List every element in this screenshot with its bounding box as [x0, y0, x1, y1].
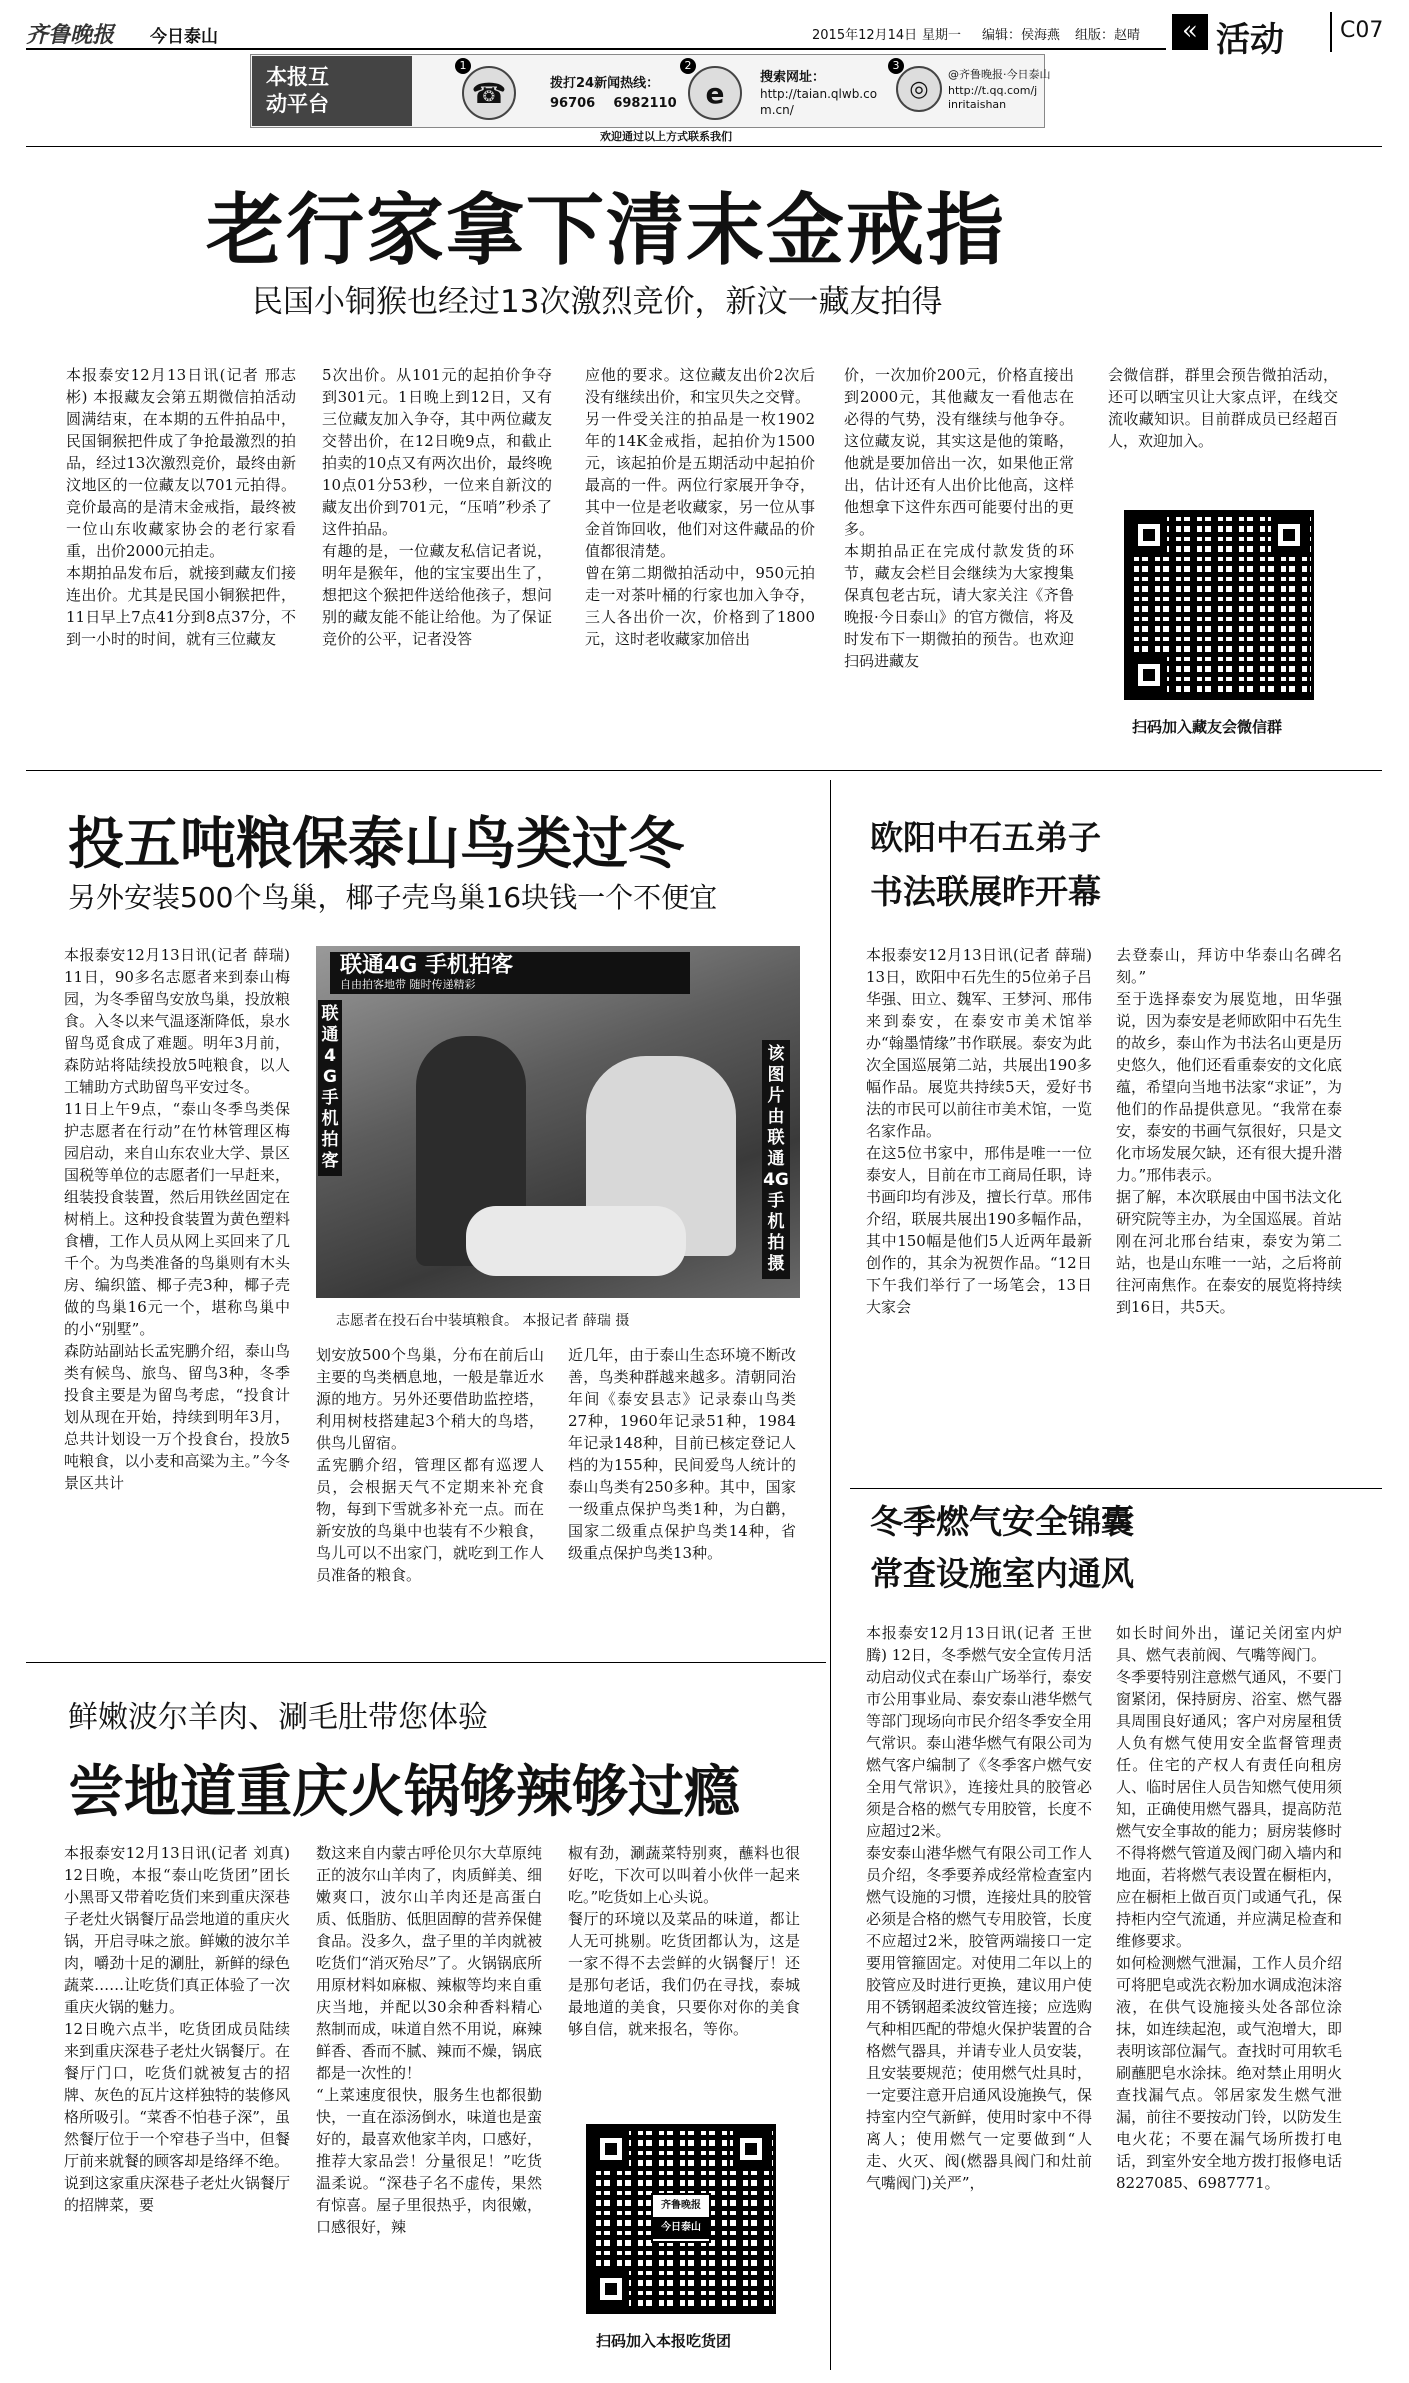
a4-title-2: 常查设施室内通风	[870, 1554, 1134, 1593]
a3-bottom-rule	[850, 1488, 1382, 1489]
a5-col-3: 椒有劲，涮蔬菜特别爽，蘸料也很好吃，下次可以叫着小伙伴一起来吃。”吃货如上心头说。 餐厅的环境以及菜品的味道，都让人无可挑剔。吃货团都认为，这是一家不得不去尝鲜的火锅餐厅！还是那句老话，我们仍在寻找，泰城最地道的美食，只要你对你的美食够自信，就来报名，等你。	[568, 1844, 800, 2038]
header-divider	[1330, 12, 1332, 52]
page-tag-marker: «	[1172, 14, 1208, 50]
a1-col-5: 会微信群，群里会预告微拍活动，还可以晒宝贝让大家点评，在线交流收藏知识。目前群成员已经超百人，欢迎加入。	[1108, 366, 1338, 450]
qr-finder	[733, 2131, 769, 2167]
a5-col-2: 数这来自内蒙古呼伦贝尔大草原纯正的波尔山羊肉了，肉质鲜美、细嫩爽口，波尔山羊肉还是高蛋白质、低脂肪、低胆固醇的营养保健食品。没多久，盘子里的羊肉就被吃货们“消灭殆尽”了。火锅锅底所用原材料如麻椒、辣椒等均来自重庆当地，并配以30余种香料精心熬制而成，味道自然不用说，麻辣鲜香、香而不腻、辣而不燥，锅底都是一次性的！ “上菜速度很快，服务生也都很勤快，一直在添汤倒水，味道也是蛮好的，最喜欢他家羊肉，口感好，推荐大家品尝！分量很足！”吃货温柔说。“深巷子名不虚传，果然有惊喜。屋子里很热乎，肉很嫩，口感很好，辣	[316, 1844, 542, 2236]
qr-finder	[1271, 517, 1307, 553]
a4-title-1: 冬季燃气安全锦囊	[870, 1496, 1140, 1543]
qr-logo-text-2: 今日泰山	[653, 2217, 709, 2239]
header-layout: 组版：赵晴	[1075, 28, 1141, 43]
weibo-label: @齐鲁晚报·今日泰山	[948, 68, 1051, 81]
a2-photo	[316, 946, 800, 1298]
platform-step-3: 3	[888, 58, 904, 74]
platform-title-2: 动平台	[266, 92, 329, 116]
a2-col-2: 划安放500个鸟巢，分布在前后山主要的鸟类栖息地，一般是靠近水源的地方。另外还要借助监控塔，利用树枝搭建起3个稍大的鸟塔，供鸟儿留宿。 孟宪鹏介绍，管理区都有巡逻人员，会根据天气不定期来补充食物，每到下雪就多补充一点。而在新安放的鸟巢中也装有不少粮食，鸟儿可以不出家门，就吃到工作人员准备的粮食。	[316, 1346, 544, 1584]
a3-col-1: 本报泰安12月13日讯(记者 薛瑞) 13日，欧阳中石先生的5位弟子吕华强、田立、魏军、王梦河、邢伟来到泰安，在泰安市美术馆举办“翰墨情缘”书作联展。泰安为此次全国巡展第二站，共展出190多幅作品。展览共持续5天，爱好书法的市民可以前往市美术馆，一览名家作品。 在这5位书家中，邢伟是唯一一位泰安人，目前在市工商局任职，诗书画印均有涉及，擅长行草。邢伟介绍，联展共展出190多幅作品，其中150幅是他们5人近两年最新创作的，其余为祝贺作品。“12日下午我们举行了一场笔会，13日大家会	[866, 946, 1092, 1316]
photo-bowls	[466, 1206, 686, 1276]
header-rule	[26, 48, 1166, 50]
page-tag: 活动	[1216, 20, 1284, 60]
platform-step-2: 2	[680, 58, 696, 74]
a5-col-1: 本报泰安12月13日讯(记者 刘真) 12日晚，本报“泰山吃货团”团长小黑哥又带着吃货们来到重庆深巷子老灶火锅餐厅品尝地道的重庆火锅，开启寻味之旅。鲜嫩的波尔羊肉，嚼劲十足的涮肚，新鲜的绿色蔬菜……让吃货们真正体验了一次重庆火锅的魅力。 12日晚六点半，吃货团成员陆续来到重庆深巷子老灶火锅餐厅。在餐厅门口，吃货们就被复古的招牌、灰色的瓦片这样独特的装修风格所吸引。“菜香不怕巷子深”，虽然餐厅位于一个窄巷子当中，但餐厅前来就餐的顾客却是络绎不绝。 说到这家重庆深巷子老灶火锅餐厅的招牌菜，要	[64, 1844, 290, 2214]
platform-footer: 欢迎通过以上方式联系我们	[600, 130, 732, 143]
hotline-label: 拨打24新闻热线：	[550, 76, 660, 91]
photo-side-label-left: 联通4G手机拍客	[318, 1000, 342, 1176]
qr-finder	[593, 2131, 629, 2167]
photo-banner-sub: 自由拍客地带 随时传递精彩	[340, 978, 476, 991]
a1-title: 老行家拿下清末金戒指	[206, 186, 1007, 276]
a1-col-3: 应他的要求。这位藏友出价2次后没有继续出价，和宝贝失之交臂。 另一件受关注的拍品是一枚1902年的14K金戒指，起拍价为1500元，该起拍价是五期活动中起拍价最高的一件。两位行家展开争夺，其中一位是老收藏家，另一位从事金首饰回收，他们对这件藏品的价值都很清楚。 曾在第二期微拍活动中，950元拍走一对茶叶桶的行家也加入争夺，三人各出价一次，价格到了1800元，这时老收藏家加倍出	[585, 366, 815, 648]
photo-caption: 志愿者在投石台中装填粮食。 本报记者 薛瑞 摄	[336, 1313, 630, 1329]
a4-col-2: 如长时间外出，谨记关闭室内炉具、燃气表前阀、气嘴等阀门。 冬季要特别注意燃气通风，不要门窗紧闭，保持厨房、浴室、燃气器具周围良好通风；客户对房屋租赁人负有燃气使用安全监督管理责任。住宅的产权人有责任向租房人、临时居住人员告知燃气使用须知，正确使用燃气器具，提高防范燃气安全事故的能力；厨房装修时不得将燃气管道及阀门砌入墙内和地面，若将燃气表设置在橱柜内，应在橱柜上做百页门或通气孔，保持柜内空气流通，并应满足检查和维修要求。 如何检测燃气泄漏，工作人员介绍可将肥皂或洗衣粉加水调成泡沫溶液，在供气设施接头处各部位涂抹，如连续起泡，或气泡增大，即表明该部位漏气。查找时可用软毛刷蘸肥皂水涂抹。绝对禁止用明火查找漏气点。邻居家发生燃气泄漏，前往不要按动门铃，以防发生电火花；不要在漏气场所拨打电话，到室外安全地方拨打报修电话8227085、6987771。	[1116, 1624, 1342, 2192]
weibo-icon: ◎	[896, 66, 942, 112]
qr-logo-text-1: 齐鲁晚报	[661, 2200, 701, 2211]
a1-col-4: 价，一次加价200元，价格直接出到2000元，其他藏友一看他志在必得的气势，没有继续与他争夺。这位藏友说，其实这是他的策略，他就是要加倍出一次，如果他正常出，估计还有人出价比他高，这样他想拿下这件东西可能要付出的更多。 本期拍品正在完成付款发货的环节，藏友会栏目会继续为大家搜集保真包老古玩，请大家关注《齐鲁晚报·今日泰山》的官方微信，将及时发布下一期微拍的预告。也欢迎扫码进藏友	[844, 366, 1074, 670]
a2-subtitle: 另外安装500个鸟巢，椰子壳鸟巢16块钱一个不便宜	[68, 881, 718, 914]
web-url[interactable]: http://taian.qlwb.com.cn/	[760, 87, 878, 117]
masthead-paper: 齐鲁晚报	[26, 23, 115, 48]
a1-col-2: 5次出价。从101元的起拍价争夺到301元。1日晚上到12日，又有三位藏友加入争夺，其中两位藏友交替出价，在12日晚9点，和截止拍卖的10点又有两次出价，最终晚10点01分53秒，一位来自新汶的藏友出价到701元，“压哨”秒杀了这件拍品。 有趣的是，一位藏友私信记者说，明年是猴年，他的宝宝要出生了，想把这个猴把件送给他孩子，想问别的藏友能不能让给他。为了保证竞价的公平，记者没答	[322, 366, 552, 648]
photo-side-label-right: 该图片由联通4G手机拍摄	[762, 1040, 790, 1279]
a3-title-1: 欧阳中石五弟子	[870, 818, 1101, 857]
a1-col-1: 本报泰安12月13日讯(记者 邢志彬) 本报藏友会第五期微信拍活动圆满结束，在本期的五件拍品中，民国铜猴把件成了争抢最激烈的拍品，经过13次激烈竞价，最终由新汶地区的一位藏友以701元拍得。竞价最高的是清末金戒指，最终被一位山东收藏家协会的老行家看重，出价2000元拍走。 本期拍品发布后，就接到藏友们接连出价。尤其是民国小铜猴把件，11日早上7点41分到8点37分，不到一小时的时间，就有三位藏友	[66, 366, 296, 648]
qr-finder	[1131, 657, 1167, 693]
platform-title-1: 本报互	[266, 65, 329, 89]
a2-title: 投五吨粮保泰山鸟类过冬	[68, 812, 684, 877]
a5-top-rule	[26, 1662, 826, 1663]
a2-col-1: 本报泰安12月13日讯(记者 薛瑞) 11日，90多名志愿者来到泰山梅园，为冬季留鸟安放鸟巢，投放粮食。入冬以来气温逐渐降低，泉水留鸟觅食成了难题。明年3月前，森防站将陆续投放5吨粮食，以人工辅助方式助留鸟平安过冬。 11日上午9点，“泰山冬季鸟类保护志愿者在行动”在竹林管理区梅园启动，来自山东农业大学、景区国税等单位的志愿者们一早赶来，组装投食装置，然后用铁丝固定在树梢上。这种投食装置为黄色塑料食槽，工作人员从网上买回来了几千个。为鸟类准备的鸟巢则有木头房、编织篮、椰子壳3种，椰子壳做的鸟巢16元一个，堪称鸟巢中的小“别墅”。 森防站副站长孟宪鹏介绍，泰山鸟类有候鸟、旅鸟、留鸟3种，冬季投食主要是为留鸟考虑，“投食计划从现在开始，持续到明年3月，总共计划设一万个投食台，投放5吨粮食，以小麦和高粱为主。”今冬景区共计	[64, 946, 290, 1492]
qr-finder	[593, 2271, 629, 2307]
a5-title: 尝地道重庆火锅够辣够过瘾	[68, 1760, 740, 1825]
platform-rule	[26, 146, 1382, 147]
page-number: C07	[1340, 18, 1384, 43]
web-label: 搜索网址：	[760, 70, 826, 85]
a5-qr-caption: 扫码加入本报吃货团	[596, 2332, 732, 2350]
collector-group-qr[interactable]	[1124, 510, 1314, 700]
hotline-numbers: 96706 6982110	[550, 96, 677, 111]
phone-icon: ☎	[462, 66, 516, 120]
a3-col-2: 去登泰山，拜访中华泰山名碑名刻。” 至于选择泰安为展览地，田华强说，因为泰安是老师欧阳中石先生的故乡，泰山作为书法名山更是历史悠久，他们还看重泰安的文化底蕴，希望向当地书法家“求证”，为他们的作品提供意见。“我常在泰安，泰安的书画气氛很好，只是文化市场发展欠缺，还有很大提升潜力。”邢伟表示。 据了解，本次联展由中国书法文化研究院等主办，为全国巡展。首站刚在河北邢台结束，泰安为第二站，也是山东唯一一站，之后将前往河南焦作。在泰安的展览将持续到16日，共5天。	[1116, 946, 1342, 1316]
photo-banner-title: 联通4G 手机拍客	[340, 953, 514, 978]
a3-title-2: 书法联展昨开幕	[870, 872, 1101, 911]
qr-finder	[1131, 517, 1167, 553]
header-date: 2015年12月14日	[812, 28, 918, 43]
browser-icon: e	[688, 66, 742, 120]
a4-col-1: 本报泰安12月13日讯(记者 王世腾) 12日，冬季燃气安全宣传月活动启动仪式在泰山广场举行，泰安市公用事业局、泰安泰山港华燃气等部门现场向市民介绍冬季安全用气常识。泰山港华燃气有限公司为燃气客户编制了《冬季客户燃气安全用气常识》，连接灶具的胶管必须是合格的燃气专用胶管，长度不应超过2米。 泰安泰山港华燃气有限公司工作人员介绍，冬季要养成经常检查室内燃气设施的习惯，连接灶具的胶管必须是合格的燃气专用胶管，长度不应超过2米，胶管两端接口一定要用管箍固定。对使用二年以上的胶管应及时进行更换，建议用户使用不锈钢超柔波纹管连接；应选购气种相匹配的带熄火保护装置的合格燃气器具，并请专业人员安装，且安装要规范；使用燃气灶具时，一定要注意开启通风设施换气，保持室内空气新鲜，使用时家中不得离人；使用燃气一定要做到“人走、火灭、阀(燃器具阀门和灶前气嘴阀门)关严”，	[866, 1624, 1092, 2192]
a1-bottom-rule	[26, 770, 1382, 771]
header-weekday: 星期一	[922, 28, 962, 43]
a1-subtitle: 民国小铜猴也经过13次激烈竞价，新汶一藏友拍得	[252, 284, 943, 320]
platform-badge	[252, 56, 412, 126]
left-right-divider	[830, 780, 831, 2370]
masthead-section: 今日泰山	[150, 27, 218, 47]
weibo-url[interactable]: http://t.qq.com/jinritaishan	[948, 84, 1038, 111]
a1-qr-caption: 扫码加入藏友会微信群	[1132, 718, 1283, 736]
foodie-group-qr[interactable]	[586, 2124, 776, 2314]
platform-step-1: 1	[455, 58, 471, 74]
a2-col-3: 近几年，由于泰山生态环境不断改善，鸟类种群越来越多。清朝同治年间《泰安县志》记录泰山鸟类27种，1960年记录51种，1984年记录148种，目前已核定登记人档的为155种，民间爱鸟人统计的泰山鸟类有250多种。其中，国家一级重点保护鸟类1种，为白鹳，国家二级重点保护鸟类14种，省级重点保护鸟类13种。	[568, 1346, 796, 1562]
header-editor: 编辑：侯海燕	[982, 28, 1061, 43]
a5-kicker: 鲜嫩波尔羊肉、涮毛肚带您体验	[68, 1700, 488, 1735]
photo-banner	[330, 952, 690, 994]
qr-center-logo	[651, 2193, 711, 2243]
